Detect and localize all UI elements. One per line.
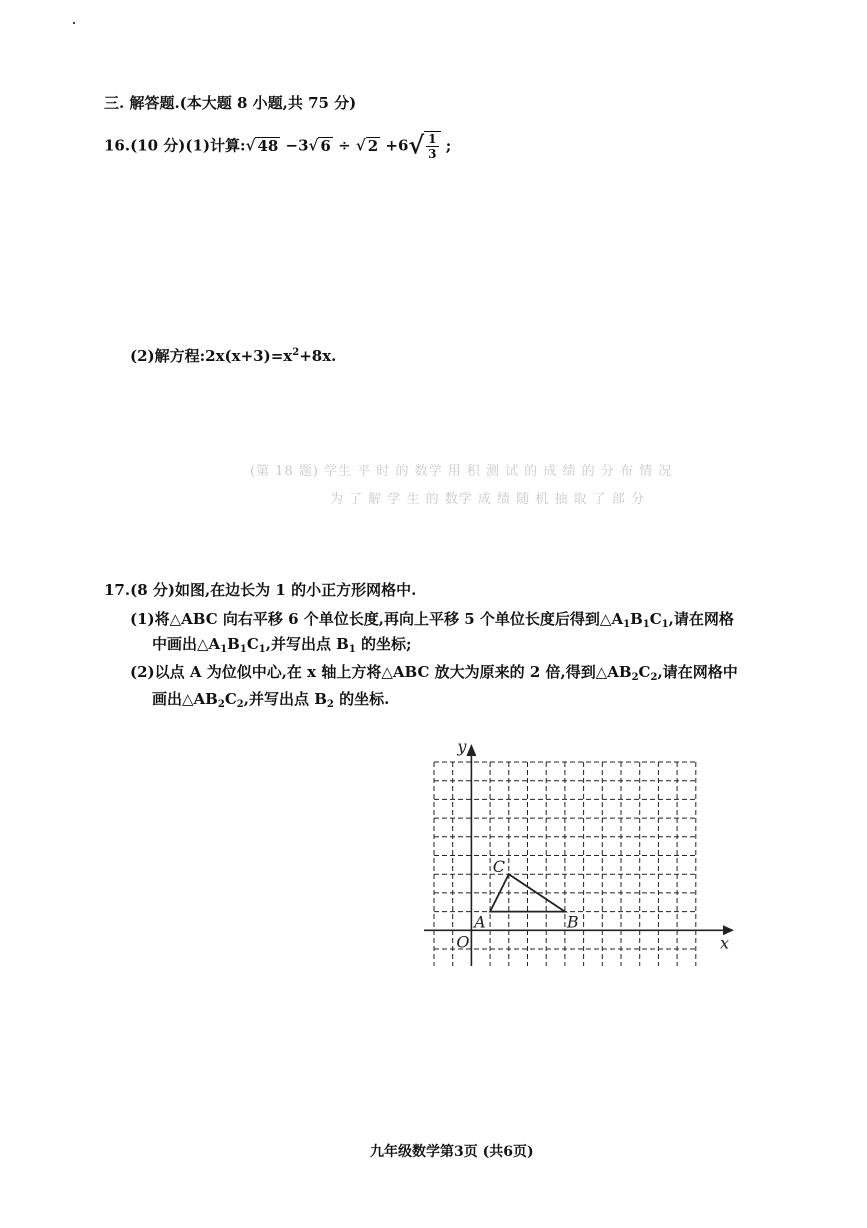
- text-run: ,并写出点 B: [243, 690, 327, 708]
- subscript: 2: [236, 699, 244, 710]
- subscript: 1: [642, 619, 650, 630]
- text-run: 的坐标.: [333, 690, 390, 708]
- expr-tail: ;: [440, 136, 452, 155]
- text-run: (2)以点 A 为位似中心,在 x 轴上方将△ABC 放大为原来的 2 倍,得到△AB: [130, 663, 632, 681]
- radicand-fraction: [424, 131, 440, 161]
- section-heading: 三. 解答题.(本大题 8 小题,共 75 分): [104, 94, 357, 112]
- subscript: 1: [258, 644, 266, 655]
- text-run: C: [649, 610, 662, 628]
- q16-part1-prefix: (1)计算:: [185, 136, 246, 155]
- text-run: ,请在网格中: [657, 663, 738, 681]
- sqrt-sign: √: [245, 136, 256, 155]
- label-point-b: B: [566, 912, 579, 932]
- sqrt-sign: √: [408, 130, 425, 160]
- sqrt-sign: √: [355, 136, 366, 155]
- q16-part2-equation: 2x(x+3)=x: [205, 347, 293, 365]
- text-run: C: [638, 663, 651, 681]
- label-y: y: [457, 737, 467, 756]
- q16-part1: [104, 131, 451, 161]
- subscript: 2: [631, 672, 639, 683]
- subscript: 1: [239, 644, 247, 655]
- radicand-6: 6: [320, 136, 331, 155]
- text-run: 的坐标;: [355, 635, 412, 653]
- text-run: C: [246, 635, 259, 653]
- q16-score: (10 分): [130, 136, 186, 155]
- q17-part1-line1: [130, 609, 734, 635]
- label-x: x: [720, 933, 730, 953]
- expr-op-1: −3: [280, 136, 309, 155]
- text-run: B: [630, 610, 643, 628]
- q17-part1-line2: [152, 634, 412, 660]
- subscript: 2: [217, 699, 225, 710]
- exponent: 2: [292, 347, 300, 358]
- subscript: 1: [623, 619, 631, 630]
- text-run: 中画出△A: [152, 635, 221, 653]
- radicand-2: 2: [367, 136, 379, 155]
- coordinate-grid-figure: [420, 736, 740, 966]
- q16-part2-prefix: (2)解方程:: [130, 347, 206, 365]
- subscript: 1: [661, 619, 669, 630]
- text-run: (1)将△ABC 向右平移 6 个单位长度,再向上平移 5 个单位长度后得到△A: [130, 610, 624, 628]
- y-axis-arrow-icon: [466, 744, 476, 756]
- q17-part2-line2: [152, 689, 389, 715]
- fraction-denominator: 3: [428, 147, 437, 161]
- subscript: 1: [220, 644, 228, 655]
- bleed-through-line-1: (第 18 题) 学生 平 时 的 数学 用 积 测 试 的 成 绩 的 分 布 情 况: [250, 464, 673, 479]
- subscript: 1: [348, 644, 356, 655]
- fraction-numerator: 1: [428, 132, 437, 146]
- q17-number: 17.: [104, 581, 131, 599]
- subscript: 2: [326, 699, 334, 710]
- sqrt-sign: √: [308, 136, 319, 155]
- text-run: 画出△AB: [152, 690, 218, 708]
- q16-part2: [130, 343, 336, 366]
- q16-part2-equation-tail: +8x.: [299, 347, 337, 365]
- q17-intro: [104, 580, 416, 600]
- fraction-one-third: [426, 132, 438, 161]
- text-run: C: [224, 690, 237, 708]
- text-run: B: [227, 635, 240, 653]
- bleed-through-line-2: 为 了 解 学 生 的 数学 成 绩 随 机 抽 取 了 部 分: [330, 492, 645, 507]
- expr-op-3: +6: [380, 136, 409, 155]
- label-origin: O: [456, 932, 470, 952]
- q17-intro-text: (8 分)如图,在边长为 1 的小正方形网格中.: [130, 581, 417, 599]
- expr-op-2: ÷: [332, 136, 356, 155]
- q16-number: 16.: [104, 136, 131, 155]
- text-run: ,并写出点 B: [265, 635, 349, 653]
- text-run: ,请在网格: [668, 610, 734, 628]
- q17-part2-line1: [130, 662, 738, 688]
- radicand-48: 48: [257, 136, 279, 155]
- label-point-c: C: [492, 857, 506, 877]
- label-point-a: A: [474, 912, 486, 932]
- subscript: 2: [650, 672, 658, 683]
- page-footer: 九年级数学第3页 (共6页): [370, 1144, 534, 1160]
- corner-mark: [73, 22, 75, 24]
